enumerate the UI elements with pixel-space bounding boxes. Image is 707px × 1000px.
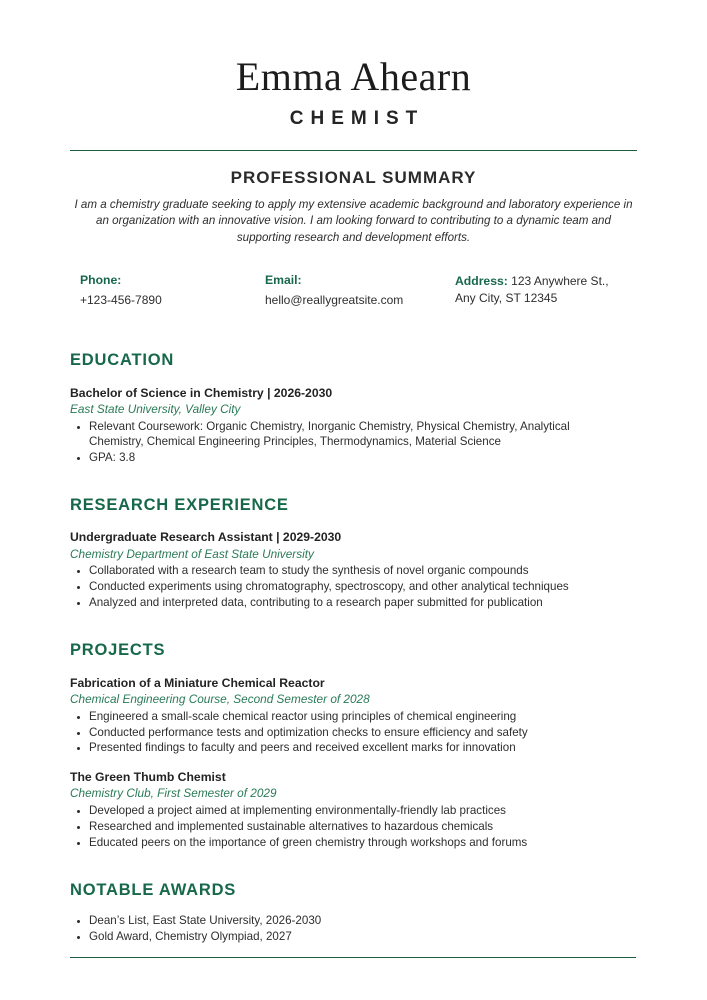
phone-label: Phone: (80, 273, 122, 288)
top-divider (70, 150, 637, 151)
entry-subtitle: Chemistry Club, First Semester of 2029 (70, 786, 277, 801)
education-entry (70, 386, 637, 465)
contact-address (455, 273, 630, 309)
address-value-2: Any City, ST 12345 (455, 291, 558, 306)
address-value-1: 123 Anywhere St., (511, 274, 609, 289)
contact-phone (80, 273, 265, 309)
bullet-list (70, 914, 622, 945)
bullet-item: • Presented findings to faculty and peers and received excellent marks for innovation (89, 741, 622, 756)
bullet-item: • Relevant Coursework: Organic Chemistry, Inorganic Chemistry, Physical Chemistry, Analytical Chemistry, Chemical Engineering Principles, Thermodynamics, Material Science (89, 420, 622, 450)
bullet-item: • Gold Award, Chemistry Olympiad, 2027 (89, 930, 622, 945)
email-value: hello@reallygreatsite.com (265, 293, 404, 308)
bullet-list (70, 420, 622, 465)
bullet-item: • Conducted experiments using chromatography, spectroscopy, and other analytical techniques (89, 580, 622, 595)
address-label: Address: (455, 274, 508, 289)
entry-title: The Green Thumb Chemist (70, 770, 226, 785)
section-heading-awards: NOTABLE AWARDS (70, 880, 237, 899)
section-research-experience (70, 496, 637, 611)
section-heading-education: EDUCATION (70, 351, 175, 370)
email-label: Email: (265, 273, 302, 288)
bullet-item: • Collaborated with a research team to study the synthesis of novel organic compounds (89, 564, 622, 579)
section-notable-awards (70, 881, 637, 945)
entry-title: Undergraduate Research Assistant | 2029-2030 (70, 530, 342, 545)
bullet-list (70, 564, 622, 610)
bullet-item: • Analyzed and interpreted data, contributing to a research paper submitted for publication (89, 596, 622, 611)
entry-subtitle: Chemical Engineering Course, Second Semester of 2028 (70, 691, 370, 706)
address-line-1 (455, 273, 630, 290)
bullet-item: • Researched and implemented sustainable alternatives to hazardous chemicals (89, 820, 622, 835)
person-name: Emma Ahearn (235, 54, 472, 99)
bullet-item: • Developed a project aimed at implementing environmentally-friendly lab practices (89, 804, 622, 819)
project-entry-green-thumb (70, 770, 637, 850)
bottom-divider (70, 957, 636, 958)
bullet-item: • Engineered a small-scale chemical reactor using principles of chemical engineering (89, 710, 622, 725)
research-entry (70, 530, 637, 610)
bullet-item: • Dean’s List, East State University, 2026-2030 (89, 914, 622, 929)
bullet-item: • Conducted performance tests and optimization checks to ensure efficiency and safety (89, 726, 622, 741)
section-projects (70, 641, 637, 851)
project-entry-reactor (70, 676, 637, 756)
entry-subtitle: Chemistry Department of East State University (70, 546, 314, 561)
bullet-list (70, 710, 622, 756)
contact-email (265, 273, 455, 309)
bullet-list (70, 804, 622, 850)
entry-subtitle: East State University, Valley City (70, 402, 241, 417)
section-heading-projects: PROJECTS (70, 640, 166, 659)
entry-title: Fabrication of a Miniature Chemical Reactor (70, 675, 325, 690)
bullet-item: • GPA: 3.8 (89, 451, 622, 466)
bullet-item: • Educated peers on the importance of green chemistry through workshops and forums (89, 836, 622, 851)
phone-value: +123-456-7890 (80, 293, 162, 308)
summary-text: I am a chemistry graduate seeking to apply my extensive academic background and laboratory experience in an organization with an innovative vision. I am looking forward to contributing to a dynamic team and supporting research and development efforts. (74, 198, 633, 244)
job-title: CHEMIST (289, 108, 425, 129)
contact-row (70, 273, 637, 309)
entry-title: Bachelor of Science in Chemistry | 2026-2030 (70, 386, 333, 401)
section-heading-research: RESEARCH EXPERIENCE (70, 495, 289, 514)
summary-heading: PROFESSIONAL SUMMARY (230, 168, 477, 187)
section-education (70, 351, 637, 465)
